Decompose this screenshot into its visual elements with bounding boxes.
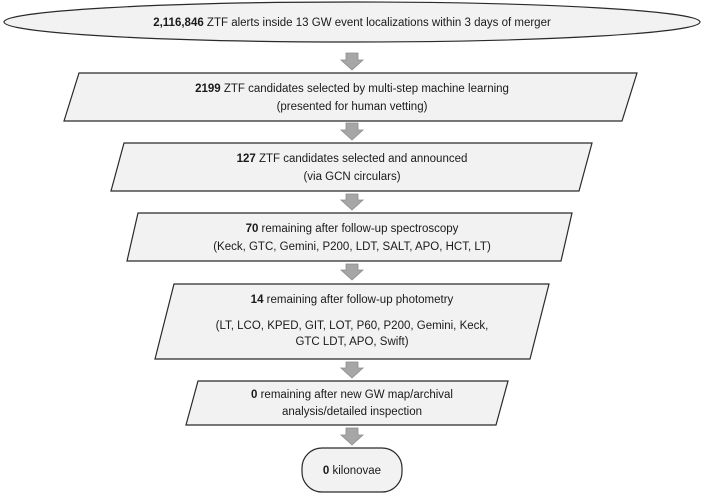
stage-5-label: remaining after follow-up photometry	[263, 294, 454, 306]
stage-7-count: 0	[322, 465, 330, 477]
stage-7-text	[323, 465, 381, 477]
down-arrow-6	[341, 428, 363, 445]
down-arrow-3	[341, 194, 363, 210]
stage-2-line-1	[195, 83, 509, 95]
stage-4-line-2: (Keck, GTC, Gemini, P200, LDT, SALT, APO, HCT, LT)	[213, 241, 491, 253]
stage-1-text	[153, 17, 551, 29]
stage-6-line-1	[251, 389, 453, 401]
down-arrow-5	[341, 362, 363, 378]
stage-3-count: 127	[236, 153, 256, 165]
stage-3-box	[111, 143, 592, 191]
stage-5-line-1	[251, 294, 454, 306]
stage-4-line-1	[246, 223, 459, 235]
stage-2-line-2: (presented for human vetting)	[276, 101, 428, 113]
stage-3-label: ZTF candidates selected and announced	[255, 153, 468, 165]
stage-4-label: remaining after follow-up spectroscopy	[258, 223, 459, 235]
stage-5-line-3: GTC LDT, APO, Swift)	[295, 336, 409, 348]
stage-6-count: 0	[251, 389, 258, 401]
down-arrow-2	[341, 123, 363, 140]
stage-1-label: ZTF alerts inside 13 GW event localizations within 3 days of merger	[203, 17, 551, 29]
stage-4-box	[127, 213, 572, 261]
down-arrow-4	[341, 264, 363, 280]
stage-2-label: ZTF candidates selected by multi-step machine learning	[220, 83, 509, 95]
stage-6-line-2: analysis/detailed inspection	[281, 406, 423, 418]
stage-3-line-1	[237, 153, 468, 165]
stage-4-count: 70	[245, 223, 259, 235]
stage-2-box	[64, 73, 637, 121]
down-arrow-1	[341, 53, 363, 70]
stage-5-line-2: (LT, LCO, KPED, GIT, LOT, P60, P200, Gemini, Keck,	[215, 320, 489, 332]
stage-6-label: remaining after new GW map/archival	[257, 389, 453, 401]
stage-7-label: kilonovae	[329, 465, 382, 477]
stage-5-count: 14	[250, 294, 264, 306]
stage-1-count: 2,116,846	[153, 17, 204, 29]
stage-2-count: 2199	[195, 83, 221, 95]
stage-6-box	[186, 381, 508, 425]
stage-3-line-2: (via GCN circulars)	[303, 171, 401, 183]
